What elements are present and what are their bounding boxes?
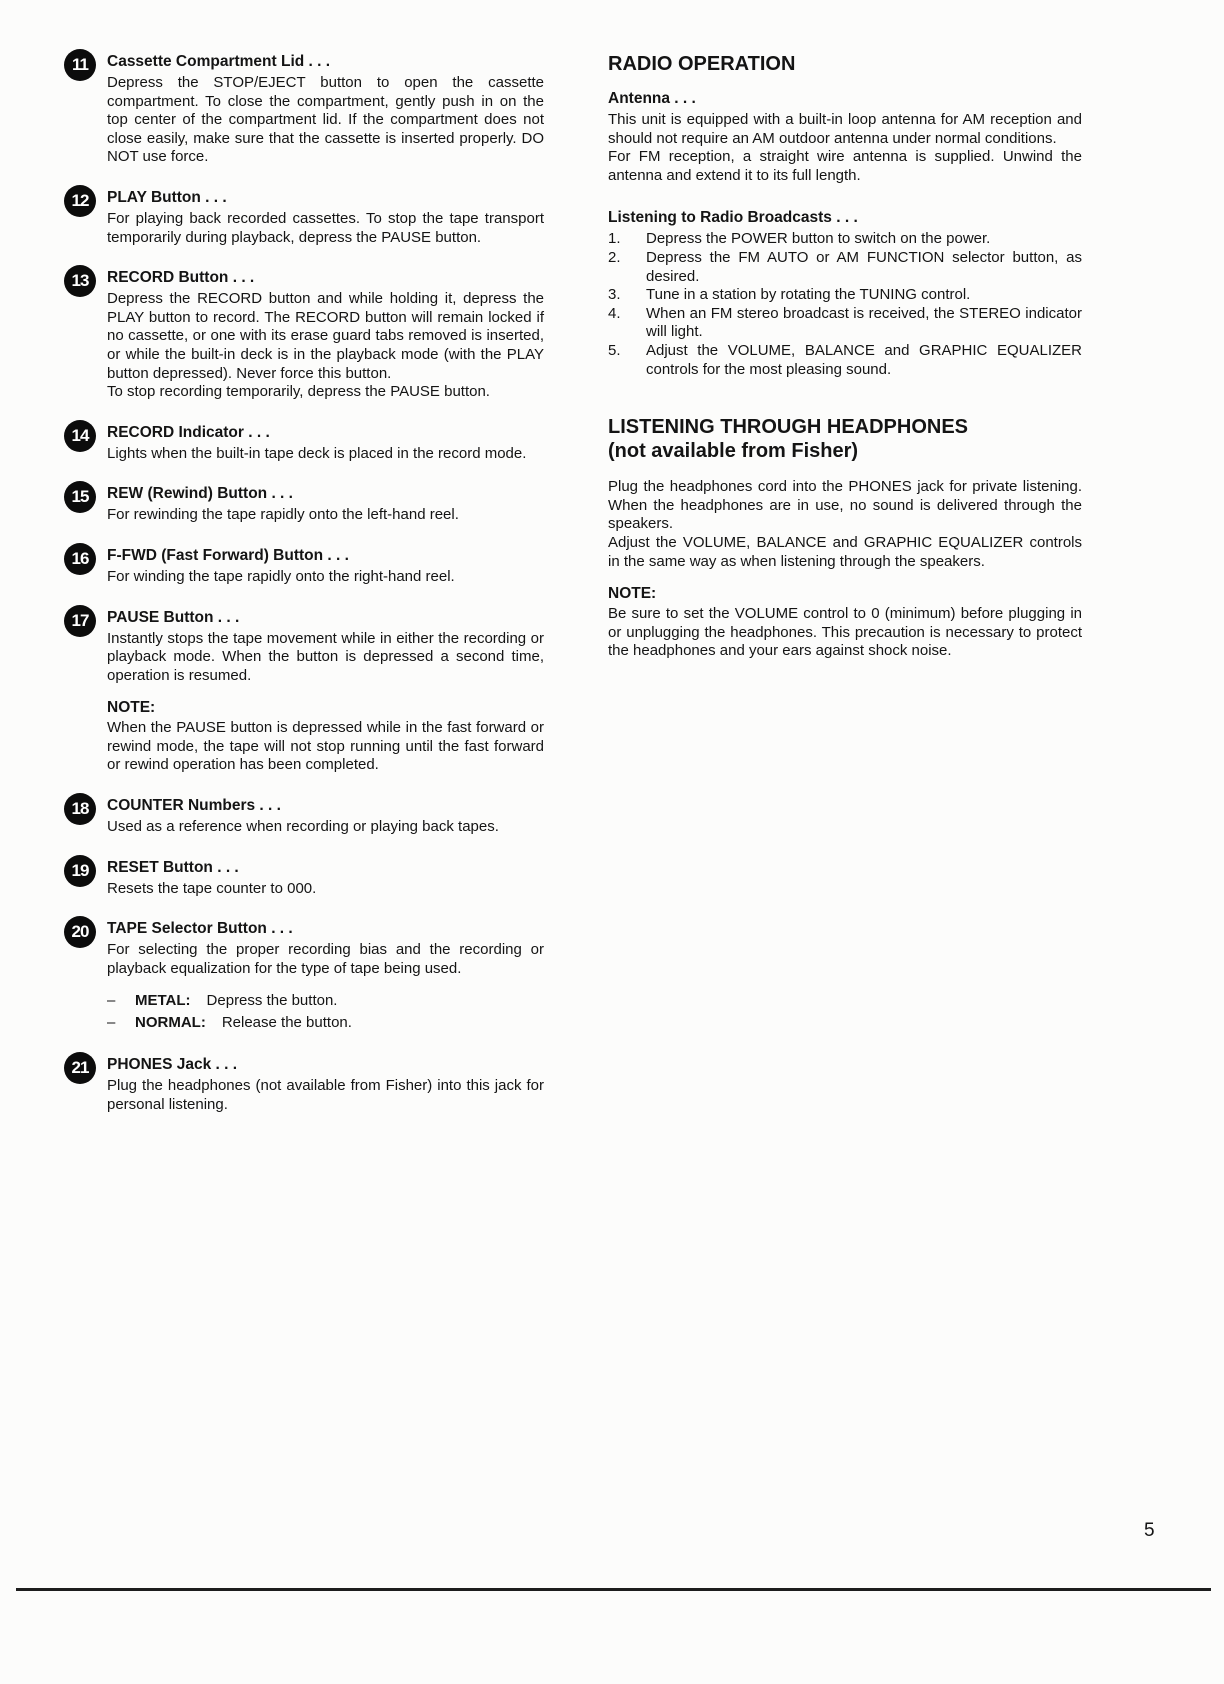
note-block xyxy=(107,698,544,775)
item-title: RESET Button . . . xyxy=(107,858,239,876)
item-title: PLAY Button . . . xyxy=(107,188,227,206)
item-number-badge: 21 xyxy=(64,1052,96,1084)
step-text: Tune in a station by rotating the TUNING control. xyxy=(646,286,971,304)
step-5 xyxy=(608,342,1082,379)
item-number-badge: 17 xyxy=(64,605,96,637)
step-3 xyxy=(608,286,1082,305)
antenna-paragraph: This unit is equipped with a built-in loop antenna for AM reception and should not require an AM outdoor antenna under normal conditions. xyxy=(608,111,1082,147)
antenna-heading: Antenna . . . xyxy=(608,90,696,107)
manual-item-14 xyxy=(64,423,544,464)
headphones-title-line1: LISTENING THROUGH HEADPHONES xyxy=(608,416,969,439)
bottom-divider-rule xyxy=(16,1588,1211,1591)
manual-item-15 xyxy=(64,484,544,525)
item-body: Used as a reference when recording or playing back tapes. xyxy=(107,818,499,836)
step-number: 2. xyxy=(608,248,621,266)
option-label: NORMAL: xyxy=(135,1014,206,1032)
item-body: For winding the tape rapidly onto the right-hand reel. xyxy=(107,567,455,585)
option-text: Depress the button. xyxy=(206,992,338,1010)
note-body: When the PAUSE button is depressed while in the fast forward or rewind mode, the tape will not stop running until the fast forward or rewind operation has been completed. xyxy=(107,719,544,774)
item-title: PHONES Jack . . . xyxy=(107,1056,238,1074)
step-text: Adjust the VOLUME, BALANCE and GRAPHIC EQUALIZER controls for the most pleasing sound. xyxy=(646,341,1082,378)
headphones-title-line2: (not available from Fisher) xyxy=(608,440,859,463)
broadcast-steps xyxy=(608,230,1082,379)
section-title-headphones xyxy=(608,415,1082,463)
item-number-badge: 11 xyxy=(64,49,96,81)
item-body: Plug the headphones (not available from Fisher) into this jack for personal listening. xyxy=(107,1077,544,1114)
section-title-radio-operation: RADIO OPERATION xyxy=(608,53,796,75)
right-column xyxy=(608,52,1082,661)
item-body: Depress the STOP/EJECT button to open the cassette compartment. To close the compartment, gently push in on the top center of the compartment lid. If the compartment does not close easily, make sure that the cassette is inserted properly. DO NOT use force. xyxy=(107,74,544,166)
headphones-section xyxy=(608,415,1082,661)
item-title: RECORD Indicator . . . xyxy=(107,423,270,441)
manual-item-12 xyxy=(64,188,544,247)
item-body: Depress the RECORD button and while holding it, depress the PLAY button to record. The RECORD button will remain locked if no cassette, or one with its erase guard tabs removed is inserted, or while the built-in deck is in the playback mode (with the PLAY button depressed). Never force this button. xyxy=(107,290,544,382)
item-body: Instantly stops the tape movement while in either the recording or playback mode. When the button is depressed a second time, operation is resumed. xyxy=(107,629,544,684)
item-title: REW (Rewind) Button . . . xyxy=(107,485,293,503)
broadcasts-subsection xyxy=(608,208,1082,379)
step-2 xyxy=(608,249,1082,286)
step-text: When an FM stereo broadcast is received, the STEREO indicator will light. xyxy=(646,304,1082,341)
broadcasts-heading: Listening to Radio Broadcasts . . . xyxy=(608,209,858,227)
step-number: 4. xyxy=(608,304,621,322)
dash-bullet: – xyxy=(107,1014,116,1032)
manual-item-19 xyxy=(64,858,544,899)
manual-item-20 xyxy=(64,919,544,1034)
item-number-badge: 13 xyxy=(64,265,96,297)
option-text: Release the button. xyxy=(221,1014,352,1032)
item-body: Resets the tape counter to 000. xyxy=(107,879,317,897)
item-number-badge: 18 xyxy=(64,793,96,825)
item-number-badge: 15 xyxy=(64,481,96,513)
option-normal xyxy=(107,1012,544,1034)
step-4 xyxy=(608,305,1082,342)
dash-bullet: – xyxy=(107,992,116,1010)
item-title: COUNTER Numbers . . . xyxy=(107,797,281,815)
manual-item-16 xyxy=(64,546,544,587)
step-number: 5. xyxy=(608,341,621,359)
step-1 xyxy=(608,230,1082,249)
manual-item-21 xyxy=(64,1055,544,1114)
tape-selector-options xyxy=(107,990,544,1034)
item-body: Lights when the built-in tape deck is placed in the record mode. xyxy=(107,444,527,462)
item-body: To stop recording temporarily, depress the PAUSE button. xyxy=(107,383,490,401)
item-number-badge: 14 xyxy=(64,420,96,452)
step-text: Depress the POWER button to switch on the power. xyxy=(646,230,991,248)
note-label: NOTE: xyxy=(608,585,657,603)
manual-item-11 xyxy=(64,52,544,167)
item-body: For playing back recorded cassettes. To stop the tape transport temporarily during playback, depress the PAUSE button. xyxy=(107,209,544,246)
headphones-paragraph: Adjust the VOLUME, BALANCE and GRAPHIC EQUALIZER controls in the same way as when listening through the speakers. xyxy=(608,533,1082,570)
step-text: Depress the FM AUTO or AM FUNCTION selector button, as desired. xyxy=(646,248,1082,285)
item-number-badge: 20 xyxy=(64,916,96,948)
item-title: PAUSE Button . . . xyxy=(107,608,240,626)
page-number: 5 xyxy=(1144,1520,1155,1541)
headphones-note-block xyxy=(608,584,1082,661)
step-number: 3. xyxy=(608,286,621,304)
headphones-paragraph: Plug the headphones cord into the PHONES jack for private listening. When the headphones are in use, no sound is delivered through the speakers. xyxy=(608,478,1082,533)
option-label: METAL: xyxy=(135,992,191,1010)
item-number-badge: 19 xyxy=(64,855,96,887)
option-metal xyxy=(107,990,544,1012)
item-body: For rewinding the tape rapidly onto the left-hand reel. xyxy=(107,506,459,524)
manual-item-13 xyxy=(64,268,544,402)
note-body: Be sure to set the VOLUME control to 0 (minimum) before plugging in or unplugging the headphones. This precaution is necessary to protect the headphones and your ears against shock noise. xyxy=(608,605,1082,660)
note-label: NOTE: xyxy=(107,699,156,717)
item-number-badge: 16 xyxy=(64,543,96,575)
item-title: F-FWD (Fast Forward) Button . . . xyxy=(107,546,349,564)
antenna-paragraph: For FM reception, a straight wire antenna is supplied. Unwind the antenna and extend it to its full length. xyxy=(608,148,1082,184)
step-number: 1. xyxy=(608,230,621,248)
item-title: TAPE Selector Button . . . xyxy=(107,920,293,938)
item-title: RECORD Button . . . xyxy=(107,269,255,287)
left-column xyxy=(64,52,544,1136)
manual-item-18 xyxy=(64,796,544,837)
manual-item-17 xyxy=(64,608,544,776)
item-number-badge: 12 xyxy=(64,185,96,217)
antenna-subsection xyxy=(608,89,1082,185)
item-title: Cassette Compartment Lid . . . xyxy=(107,53,331,70)
item-body: For selecting the proper recording bias and the recording or playback equalization for the type of tape being used. xyxy=(107,941,544,977)
